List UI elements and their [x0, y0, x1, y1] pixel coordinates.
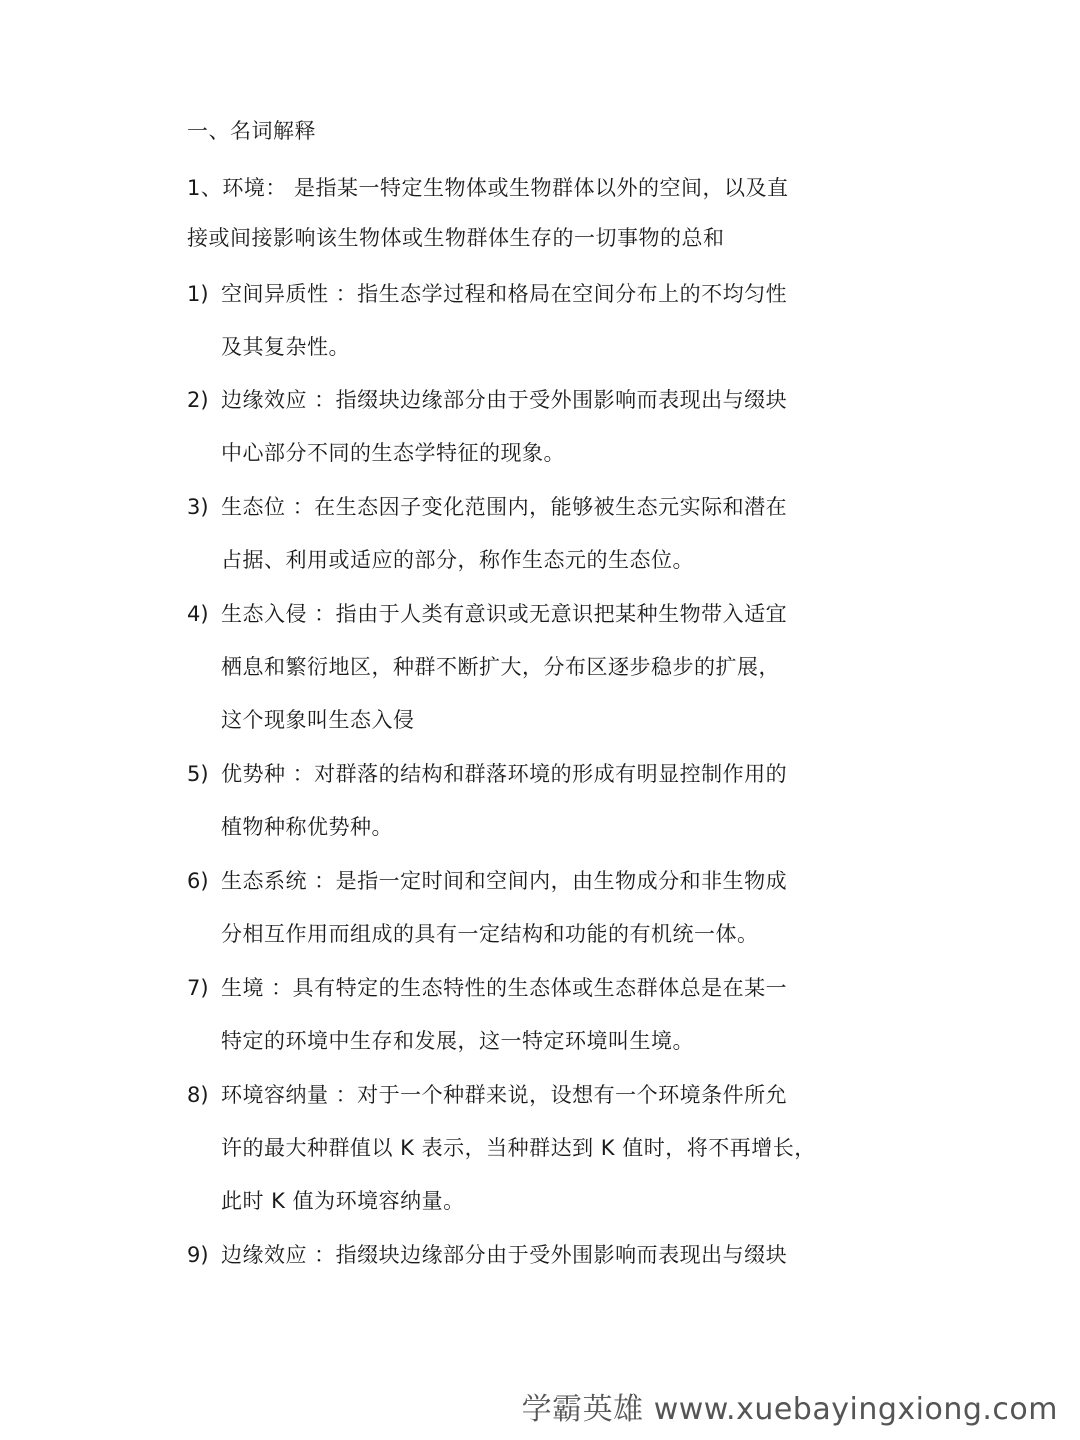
list-item-line: 及其复杂性。	[221, 335, 350, 359]
list-item-line: 空间异质性 ：指生态学过程和格局在空间分布上的不均匀性	[221, 282, 788, 306]
list-item-number: 6)	[187, 869, 209, 893]
list-item-number: 7)	[187, 976, 209, 1000]
section-heading: 一、名词解释	[187, 119, 316, 143]
list-item-number: 1)	[187, 282, 209, 306]
list-item-line: 植物种称优势种。	[221, 815, 393, 839]
list-item-line: 生态位 ：在生态因子变化范围内，能够被生态元实际和潜在	[221, 495, 788, 519]
list-item-number: 4)	[187, 602, 209, 626]
list-item-line: 分相互作用而组成的具有一定结构和功能的有机统一体。	[221, 922, 759, 946]
list-item-line: 生境 ：具有特定的生态特性的生态体或生态群体总是在某一	[221, 976, 788, 1000]
list-item-line: 边缘效应 ：指缀块边缘部分由于受外围影响而表现出与缀块	[221, 1243, 788, 1267]
list-item-line: 栖息和繁衍地区，种群不断扩大，分布区逐步稳步的扩展，	[221, 655, 780, 679]
site-watermark: 学霸英雄 www.xuebayingxiong.com	[521, 1392, 1058, 1427]
list-item-number: 8)	[187, 1083, 209, 1107]
list-item-line: 特定的环境中生存和发展，这一特定环境叫生境。	[221, 1029, 694, 1053]
list-item-number: 3)	[187, 495, 209, 519]
list-item-line: 优势种 ：对群落的结构和群落环境的形成有明显控制作用的	[221, 762, 788, 786]
list-item-line: 此时 K 值为环境容纳量。	[221, 1189, 465, 1213]
list-item-number: 5)	[187, 762, 209, 786]
list-item-number: 9)	[187, 1243, 209, 1267]
list-item-number: 2)	[187, 388, 209, 412]
list-item-line: 生态入侵 ：指由于人类有意识或无意识把某种生物带入适宜	[221, 602, 788, 626]
list-item-line: 中心部分不同的生态学特征的现象。	[221, 441, 565, 465]
list-item-line: 占据、利用或适应的部分，称作生态元的生态位。	[221, 548, 694, 572]
intro-line-2: 接或间接影响该生物体或生物群体生存的一切事物的总和	[187, 226, 725, 250]
list-item-line: 这个现象叫生态入侵	[221, 708, 415, 732]
list-item-line: 边缘效应 ：指缀块边缘部分由于受外围影响而表现出与缀块	[221, 388, 788, 412]
list-item-line: 许的最大种群值以 K 表示，当种群达到 K 值时，将不再增长，	[221, 1136, 816, 1160]
list-item-line: 环境容纳量 ：对于一个种群来说，设想有一个环境条件所允	[221, 1083, 788, 1107]
list-item-line: 生态系统 ：是指一定时间和空间内，由生物成分和非生物成	[221, 869, 788, 893]
intro-line-1: 1、环境： 是指某一特定生物体或生物群体以外的空间，以及直	[187, 176, 789, 200]
